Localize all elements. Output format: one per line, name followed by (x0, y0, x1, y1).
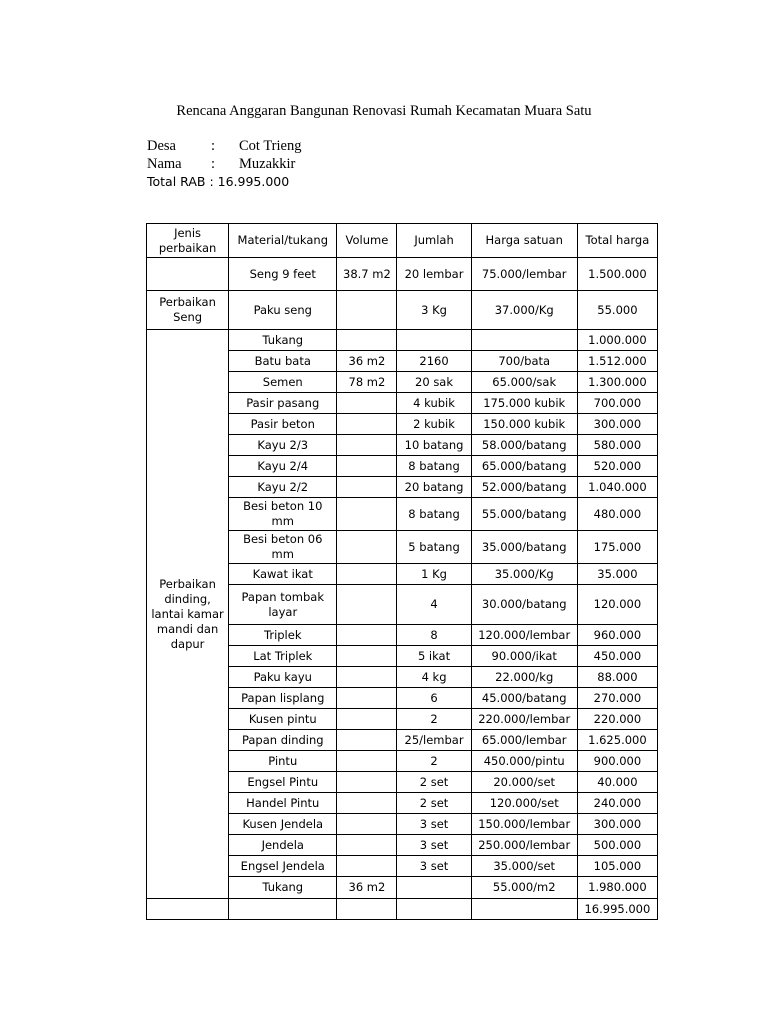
material-cell: Kayu 2/3 (229, 435, 337, 456)
volume-cell (337, 814, 397, 835)
harga-cell: 35.000/Kg (471, 564, 577, 585)
table-body (147, 258, 658, 920)
jumlah-cell (397, 330, 471, 351)
desa-row (147, 137, 301, 155)
material-cell: Pintu (229, 751, 337, 772)
harga-cell: 220.000/lembar (471, 709, 577, 730)
material-cell: Papan lisplang (229, 688, 337, 709)
volume-cell: 78 m2 (337, 372, 397, 393)
empty-cell (147, 899, 229, 920)
volume-cell (337, 835, 397, 856)
material-cell: Paku seng (229, 291, 337, 330)
volume-cell: 36 m2 (337, 877, 397, 899)
harga-cell: 55.000/batang (471, 498, 577, 531)
material-cell: Paku kayu (229, 667, 337, 688)
total-cell: 220.000 (577, 709, 657, 730)
jumlah-cell: 2160 (397, 351, 471, 372)
total-cell: 500.000 (577, 835, 657, 856)
total-cell: 1.040.000 (577, 477, 657, 498)
harga-cell: 55.000/m2 (471, 877, 577, 899)
jenis-cell-seng: Perbaikan Seng (147, 291, 229, 330)
header-jumlah: Jumlah (397, 224, 471, 258)
jumlah-cell: 3 set (397, 835, 471, 856)
jumlah-cell: 8 (397, 625, 471, 646)
volume-cell (337, 585, 397, 625)
material-cell: Tukang (229, 877, 337, 899)
volume-cell (337, 646, 397, 667)
jumlah-cell: 2 kubik (397, 414, 471, 435)
jenis-cell-empty (147, 258, 229, 291)
jumlah-cell: 8 batang (397, 498, 471, 531)
total-cell: 960.000 (577, 625, 657, 646)
jumlah-cell: 2 set (397, 793, 471, 814)
material-cell: Pasir pasang (229, 393, 337, 414)
material-cell: Kusen Jendela (229, 814, 337, 835)
empty-cell (471, 899, 577, 920)
harga-cell: 20.000/set (471, 772, 577, 793)
material-cell: Kayu 2/2 (229, 477, 337, 498)
harga-cell: 65.000/lembar (471, 730, 577, 751)
volume-cell: 36 m2 (337, 351, 397, 372)
total-cell: 240.000 (577, 793, 657, 814)
harga-cell: 45.000/batang (471, 688, 577, 709)
volume-cell (337, 667, 397, 688)
total-cell: 270.000 (577, 688, 657, 709)
total-rab: Total RAB : 16.995.000 (147, 174, 290, 189)
harga-cell: 150.000 kubik (471, 414, 577, 435)
volume-cell (337, 709, 397, 730)
material-cell: Lat Triplek (229, 646, 337, 667)
harga-cell: 90.000/ikat (471, 646, 577, 667)
volume-cell (337, 498, 397, 531)
volume-cell: 38.7 m2 (337, 258, 397, 291)
volume-cell (337, 688, 397, 709)
volume-cell (337, 531, 397, 564)
desa-value: Cot Trieng (239, 138, 302, 154)
desa-label: Desa (147, 138, 176, 154)
material-cell: Kusen pintu (229, 709, 337, 730)
harga-cell: 35.000/set (471, 856, 577, 877)
total-cell: 1.500.000 (577, 258, 657, 291)
jumlah-cell: 2 (397, 709, 471, 730)
material-cell: Jendela (229, 835, 337, 856)
harga-cell: 700/bata (471, 351, 577, 372)
harga-cell: 450.000/pintu (471, 751, 577, 772)
material-cell: Engsel Pintu (229, 772, 337, 793)
total-cell: 900.000 (577, 751, 657, 772)
material-cell: Semen (229, 372, 337, 393)
empty-cell (397, 899, 471, 920)
harga-cell: 35.000/batang (471, 531, 577, 564)
document-info (147, 137, 301, 191)
total-cell: 1.512.000 (577, 351, 657, 372)
harga-cell: 65.000/batang (471, 456, 577, 477)
material-cell: Handel Pintu (229, 793, 337, 814)
jumlah-cell: 1 Kg (397, 564, 471, 585)
jumlah-cell: 4 kg (397, 667, 471, 688)
harga-cell: 30.000/batang (471, 585, 577, 625)
material-cell: Pasir beton (229, 414, 337, 435)
material-cell: Engsel Jendela (229, 856, 337, 877)
material-cell: Tukang (229, 330, 337, 351)
total-cell: 450.000 (577, 646, 657, 667)
jumlah-cell: 5 batang (397, 531, 471, 564)
volume-cell (337, 751, 397, 772)
total-cell: 1.000.000 (577, 330, 657, 351)
jumlah-cell: 20 batang (397, 477, 471, 498)
volume-cell (337, 393, 397, 414)
jenis-cell-dinding: Perbaikan dinding, lantai kamar mandi dan dapur (147, 330, 229, 899)
total-cell: 1.300.000 (577, 372, 657, 393)
jumlah-cell: 2 set (397, 772, 471, 793)
empty-cell (337, 899, 397, 920)
volume-cell (337, 793, 397, 814)
jumlah-cell: 5 ikat (397, 646, 471, 667)
harga-cell: 120.000/set (471, 793, 577, 814)
volume-cell (337, 435, 397, 456)
material-cell: Besi beton 06 mm (229, 531, 337, 564)
material-cell: Triplek (229, 625, 337, 646)
header-harga: Harga satuan (471, 224, 577, 258)
budget-table (146, 223, 658, 920)
harga-cell: 22.000/kg (471, 667, 577, 688)
harga-cell: 37.000/Kg (471, 291, 577, 330)
jumlah-cell: 20 sak (397, 372, 471, 393)
harga-cell (471, 330, 577, 351)
harga-cell: 250.000/lembar (471, 835, 577, 856)
total-cell: 105.000 (577, 856, 657, 877)
table-row (147, 258, 658, 291)
total-cell: 700.000 (577, 393, 657, 414)
total-cell: 120.000 (577, 585, 657, 625)
grand-total-cell: 16.995.000 (577, 899, 657, 920)
table-header-row (147, 224, 658, 258)
jumlah-cell: 20 lembar (397, 258, 471, 291)
total-cell: 55.000 (577, 291, 657, 330)
total-cell: 580.000 (577, 435, 657, 456)
material-cell: Seng 9 feet (229, 258, 337, 291)
total-cell: 35.000 (577, 564, 657, 585)
harga-cell: 120.000/lembar (471, 625, 577, 646)
nama-colon: : (211, 156, 216, 172)
volume-cell (337, 291, 397, 330)
total-cell: 520.000 (577, 456, 657, 477)
empty-cell (229, 899, 337, 920)
header-material: Material/tukang (229, 224, 337, 258)
total-cell: 480.000 (577, 498, 657, 531)
total-cell: 175.000 (577, 531, 657, 564)
harga-cell: 58.000/batang (471, 435, 577, 456)
jumlah-cell: 4 kubik (397, 393, 471, 414)
header-jenis: Jenis perbaikan (147, 224, 229, 258)
total-cell: 1.980.000 (577, 877, 657, 899)
table-row (147, 330, 658, 351)
volume-cell (337, 477, 397, 498)
volume-cell (337, 856, 397, 877)
grand-total-row (147, 899, 658, 920)
nama-row (147, 155, 301, 173)
volume-cell (337, 625, 397, 646)
material-cell: Kawat ikat (229, 564, 337, 585)
harga-cell: 75.000/lembar (471, 258, 577, 291)
total-cell: 300.000 (577, 814, 657, 835)
material-cell: Papan tombak layar (229, 585, 337, 625)
harga-cell: 52.000/batang (471, 477, 577, 498)
volume-cell (337, 772, 397, 793)
jumlah-cell (397, 877, 471, 899)
desa-colon: : (211, 138, 216, 154)
jumlah-cell: 10 batang (397, 435, 471, 456)
jumlah-cell: 6 (397, 688, 471, 709)
jumlah-cell: 3 set (397, 814, 471, 835)
total-cell: 88.000 (577, 667, 657, 688)
volume-cell (337, 414, 397, 435)
jumlah-cell: 2 (397, 751, 471, 772)
jumlah-cell: 4 (397, 585, 471, 625)
total-cell: 40.000 (577, 772, 657, 793)
jumlah-cell: 25/lembar (397, 730, 471, 751)
volume-cell (337, 730, 397, 751)
material-cell: Papan dinding (229, 730, 337, 751)
jumlah-cell: 3 set (397, 856, 471, 877)
harga-cell: 175.000 kubik (471, 393, 577, 414)
header-volume: Volume (337, 224, 397, 258)
material-cell: Batu bata (229, 351, 337, 372)
table-row (147, 291, 658, 330)
harga-cell: 150.000/lembar (471, 814, 577, 835)
jumlah-cell: 8 batang (397, 456, 471, 477)
nama-value: Muzakkir (239, 156, 296, 172)
jumlah-cell: 3 Kg (397, 291, 471, 330)
volume-cell (337, 330, 397, 351)
header-total: Total harga (577, 224, 657, 258)
volume-cell (337, 564, 397, 585)
document-title: Rencana Anggaran Bangunan Renovasi Rumah Kecamatan Muara Satu (176, 103, 592, 119)
nama-label: Nama (147, 156, 182, 172)
harga-cell: 65.000/sak (471, 372, 577, 393)
material-cell: Besi beton 10 mm (229, 498, 337, 531)
total-cell: 1.625.000 (577, 730, 657, 751)
total-cell: 300.000 (577, 414, 657, 435)
volume-cell (337, 456, 397, 477)
material-cell: Kayu 2/4 (229, 456, 337, 477)
